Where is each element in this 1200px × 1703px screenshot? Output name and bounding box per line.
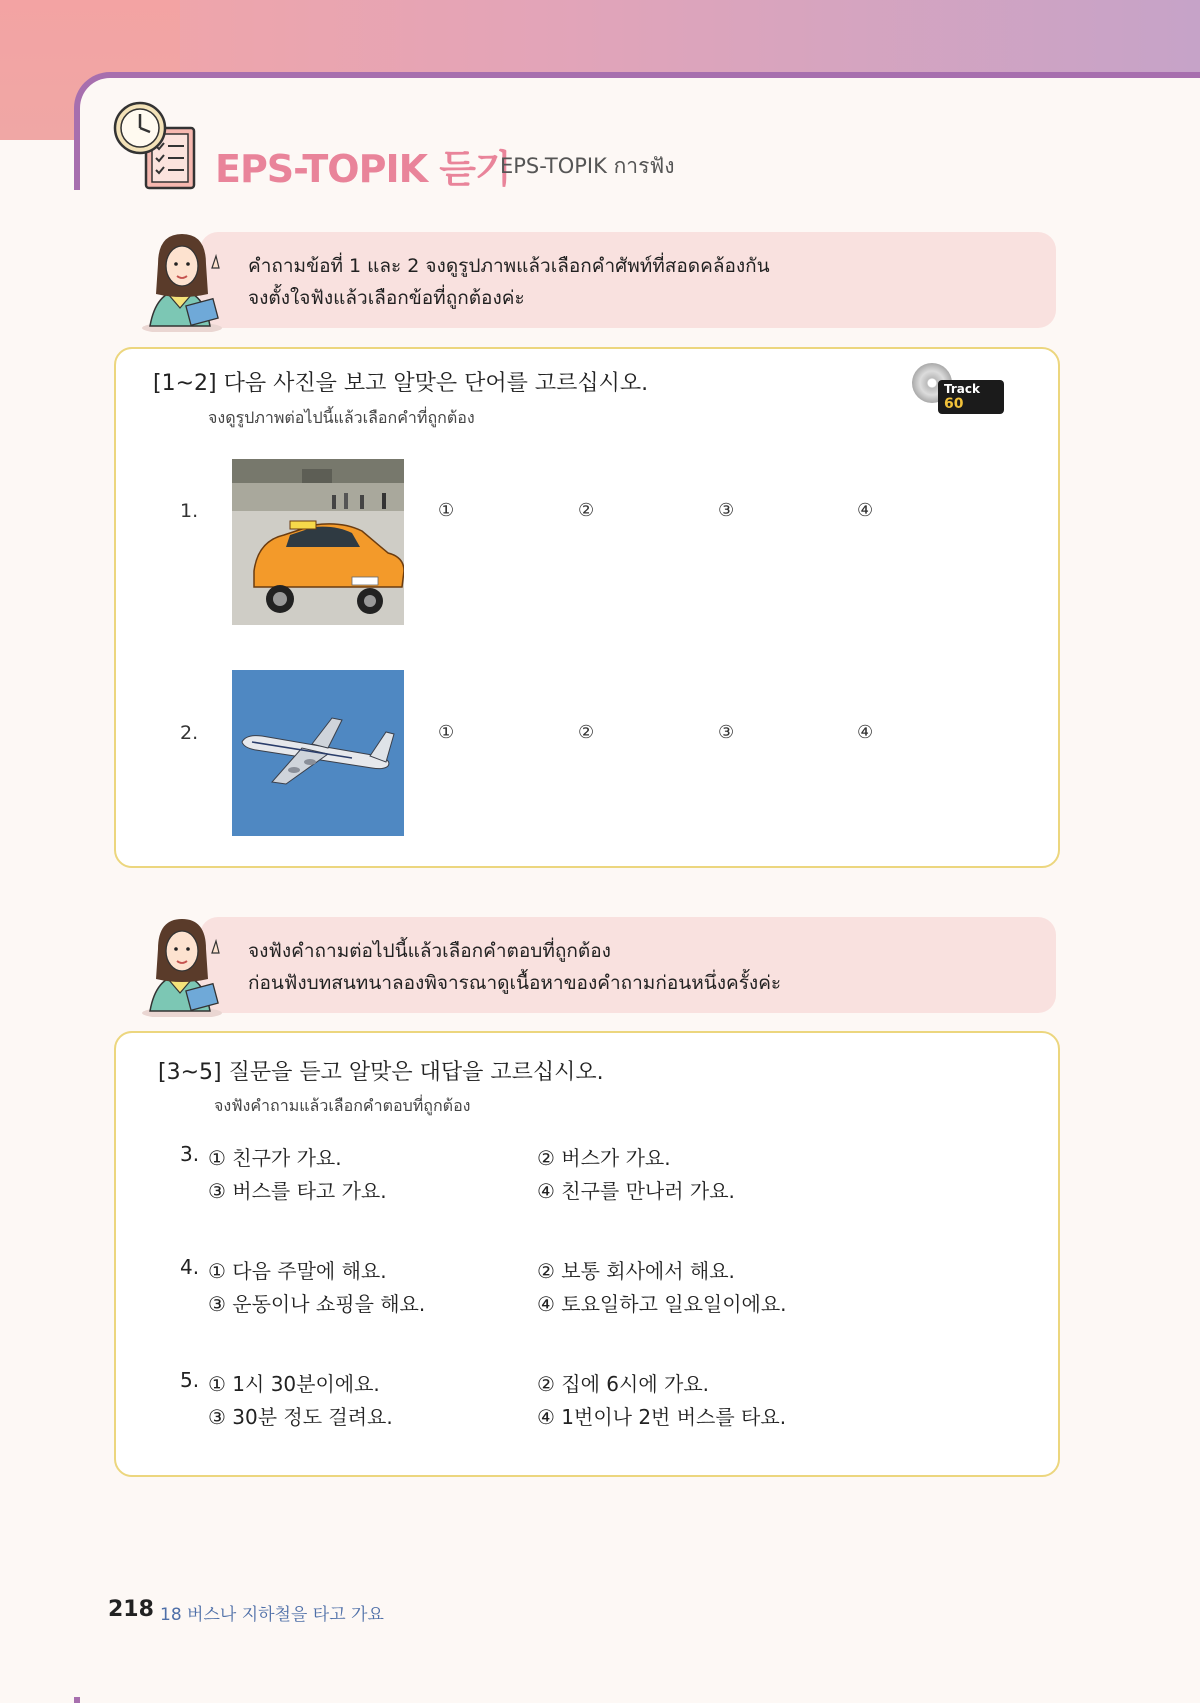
choice-3[interactable]: ③ (718, 722, 735, 743)
option-4[interactable]: ④ 친구를 만나러 가요. (537, 1179, 735, 1203)
speech-text-1 (248, 250, 770, 314)
option-1[interactable]: ① 친구가 가요. (208, 1146, 342, 1170)
speech-line: จงฟังคำถามต่อไปนี้แล้วเลือกคำตอบที่ถูกต้อง (248, 940, 611, 962)
audio-track-button[interactable] (912, 363, 1004, 412)
speech-bubble-2 (200, 917, 1056, 1013)
option-3[interactable]: ③ 30분 정도 걸려요. (208, 1405, 393, 1429)
chapter-title: 18 버스나 지하철을 타고 가요 (160, 1605, 384, 1625)
choice-4[interactable]: ④ (857, 500, 874, 521)
page-number: 218 (108, 1597, 154, 1622)
option-3[interactable]: ③ 운동이나 쇼핑을 해요. (208, 1292, 426, 1316)
clock-checklist-icon (112, 100, 198, 192)
option-2[interactable]: ② 집에 6시에 가요. (537, 1372, 710, 1396)
speech-line: คำถามข้อที่ 1 และ 2 จงดูรูปภาพแล้วเลือกคำศัพท์ที่สอดคล้องกัน (248, 255, 770, 277)
teacher-illustration (142, 228, 234, 332)
question-number: 5. (180, 1368, 200, 1392)
track-number: 60 (944, 396, 964, 412)
airplane-photo (232, 670, 404, 836)
speech-text-2 (248, 935, 781, 999)
choice-2[interactable]: ② (578, 500, 595, 521)
choice-2[interactable]: ② (578, 722, 595, 743)
instruction-3-5-thai: จงฟังคำถามแล้วเลือกคำตอบที่ถูกต้อง (214, 1096, 471, 1115)
item-number: 1. (180, 500, 199, 522)
choice-4[interactable]: ④ (857, 722, 874, 743)
option-2[interactable]: ② 버스가 가요. (537, 1146, 671, 1170)
page-subtitle: EPS-TOPIK การฟัง (500, 154, 675, 178)
option-2[interactable]: ② 보통 회사에서 해요. (537, 1259, 735, 1283)
option-4[interactable]: ④ 토요일하고 일요일이에요. (537, 1292, 787, 1316)
option-1[interactable]: ① 다음 주말에 해요. (208, 1259, 387, 1283)
choice-3[interactable]: ③ (718, 500, 735, 521)
track-label (938, 380, 1004, 414)
choice-1[interactable]: ① (438, 722, 455, 743)
top-gradient-band (0, 0, 1200, 80)
orange-taxi-photo (232, 459, 404, 625)
track-text: Track (944, 382, 980, 396)
question-number: 4. (180, 1255, 200, 1279)
item-number: 2. (180, 722, 199, 744)
option-1[interactable]: ① 1시 30분이에요. (208, 1372, 380, 1396)
frame-mask (68, 190, 88, 1697)
teacher-illustration (142, 913, 234, 1017)
choice-1[interactable]: ① (438, 500, 455, 521)
instruction-1-2-thai: จงดูรูปภาพต่อไปนี้แล้วเลือกคำที่ถูกต้อง (208, 408, 475, 427)
speech-bubble-1 (200, 232, 1056, 328)
instruction-1-2: [1~2] 다음 사진을 보고 알맞은 단어를 고르십시오. (153, 371, 649, 396)
question-number: 3. (180, 1142, 200, 1166)
instruction-3-5: [3~5] 질문을 듣고 알맞은 대답을 고르십시오. (158, 1060, 604, 1085)
speech-line: ก่อนฟังบทสนทนาลองพิจารณาดูเนื้อหาของคำถามก่อนหนึ่งครั้งค่ะ (248, 972, 782, 994)
option-3[interactable]: ③ 버스를 타고 가요. (208, 1179, 387, 1203)
speech-line: จงตั้งใจฟังแล้วเลือกข้อที่ถูกต้องค่ะ (248, 287, 525, 309)
page-title: EPS-TOPIK 듣기 (215, 147, 511, 191)
option-4[interactable]: ④ 1번이나 2번 버스를 타요. (537, 1405, 787, 1429)
